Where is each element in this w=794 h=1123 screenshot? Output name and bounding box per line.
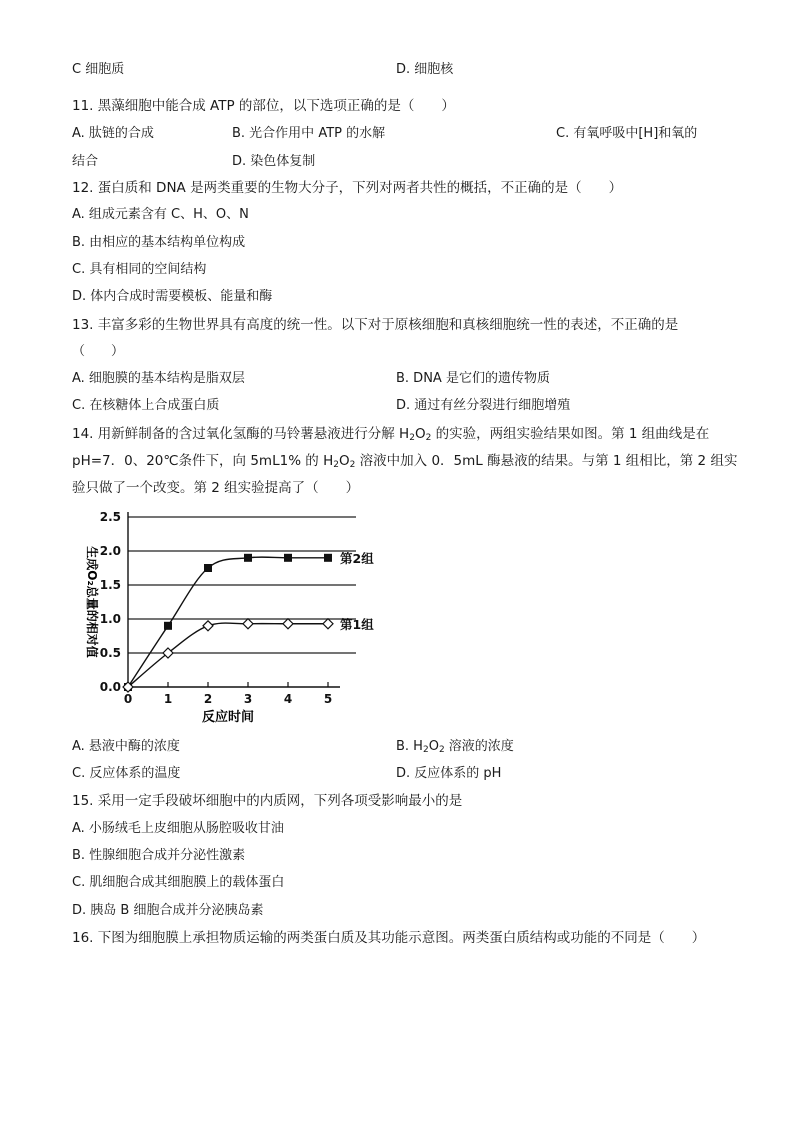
question-13-stem: 13. 丰富多彩的生物世界具有高度的统一性。以下对于原核细胞和真核细胞统一性的表述，不正确的是 xyxy=(72,317,679,333)
option-d-prev: D. 细胞核 xyxy=(396,62,454,77)
y-tick-label: 1.0 xyxy=(99,612,121,626)
x-tick-label: 0 xyxy=(123,692,133,706)
data-point-square xyxy=(204,564,212,572)
x-tick-label: 2 xyxy=(203,692,213,706)
data-point-diamond xyxy=(243,619,253,629)
chart-curves xyxy=(128,557,328,687)
chart-x-label: 反应时间 xyxy=(201,710,255,725)
chart-y-label: 生成O₂总量的相对值 xyxy=(85,546,99,658)
x-tick-label: 4 xyxy=(283,692,293,706)
y-tick-label: 1.5 xyxy=(99,578,121,592)
q13-option-b: B. DNA 是它们的遗传物质 xyxy=(396,371,550,386)
x-tick-label: 5 xyxy=(323,692,333,706)
data-point-diamond xyxy=(283,619,293,629)
q12-option-c: C. 具有相同的空间结构 xyxy=(72,262,207,277)
y-tick-label: 0.0 xyxy=(99,680,121,694)
q14-option-d: D. 反应体系的 pH xyxy=(396,766,502,781)
data-point-square xyxy=(324,554,332,562)
question-12-stem: 12. 蛋白质和 DNA 是两类重要的生物大分子，下列对两者共性的概括，不正确的是（ ） xyxy=(72,180,623,196)
q14-option-a: A. 悬液中酶的浓度 xyxy=(72,739,180,754)
x-tick-label: 3 xyxy=(243,692,253,706)
series-line-1 xyxy=(128,557,328,687)
series-label: 第1组 xyxy=(340,616,374,632)
series-label: 第2组 xyxy=(340,550,374,566)
x-tick-label: 1 xyxy=(163,692,173,706)
data-point-diamond xyxy=(323,619,333,629)
data-point-square xyxy=(284,554,292,562)
data-point-diamond xyxy=(203,621,213,631)
y-tick-label: 2.0 xyxy=(99,544,121,558)
data-point-square xyxy=(244,554,252,562)
q12-option-b: B. 由相应的基本结构单位构成 xyxy=(72,235,246,250)
q12-option-a: A. 组成元素含有 C、H、O、N xyxy=(72,207,249,222)
question-13-stem-cont: （ ） xyxy=(72,344,125,359)
o2-production-chart xyxy=(70,502,380,734)
q15-option-d: D. 胰岛 B 细胞合成并分泌胰岛素 xyxy=(72,903,264,918)
y-tick-label: 0.5 xyxy=(99,646,121,660)
q14-option-c: C. 反应体系的温度 xyxy=(72,766,181,781)
q11-option-c: C. 有氧呼吸中[H]和氧的 xyxy=(556,126,698,141)
q13-option-c: C. 在核糖体上合成蛋白质 xyxy=(72,398,220,413)
q11-option-b: B. 光合作用中 ATP 的水解 xyxy=(232,126,386,141)
q11-option-a: A. 肽链的合成 xyxy=(72,126,154,141)
question-15-stem: 15. 采用一定手段破坏细胞中的内质网，下列各项受影响最小的是 xyxy=(72,793,463,809)
q14-option-b: B. $H_2O_2$ 溶液的浓度 xyxy=(396,739,514,755)
question-14-line3: 验只做了一个改变。第 2 组实验提高了（ ） xyxy=(72,480,360,496)
q12-option-d: D. 体内合成时需要模板、能量和酶 xyxy=(72,289,273,304)
question-16-stem: 16. 下图为细胞膜上承担物质运输的两类蛋白质及其功能示意图。两类蛋白质结构或功能的不同是（ ） xyxy=(72,930,706,946)
q15-option-b: B. 性腺细胞合成并分泌性激素 xyxy=(72,848,246,863)
chart-axes xyxy=(128,512,340,687)
q11-option-c-cont: 结合 xyxy=(72,154,99,169)
chart-series-labels xyxy=(340,551,374,632)
question-14-line1: 14. 用新鲜制备的含过氧化氢酶的马铃薯悬液进行分解 $H_2O_2$ 的实验，两组实验结果如图。第 1 组曲线是在 xyxy=(72,426,710,443)
series-line-2 xyxy=(128,623,328,687)
q13-option-a: A. 细胞膜的基本结构是脂双层 xyxy=(72,371,245,386)
q11-option-d: D. 染色体复制 xyxy=(232,154,316,169)
q15-option-c: C. 肌细胞合成其细胞膜上的载体蛋白 xyxy=(72,875,285,890)
question-11-stem: 11. 黑藻细胞中能合成 ATP 的部位，以下选项正确的是（ ） xyxy=(72,98,455,114)
q13-option-d: D. 通过有丝分裂进行细胞增殖 xyxy=(396,398,571,413)
question-14-line2: pH=7．0、20℃条件下，向 5mL1% 的 $H_2O_2$ 溶液中加入 0．5mL 酶悬液的结果。与第 1 组相比，第 2 组实 xyxy=(72,453,738,470)
option-c-prev: C 细胞质 xyxy=(72,62,125,77)
chart-grid xyxy=(128,517,356,653)
data-point-square xyxy=(164,622,172,630)
y-tick-label: 2.5 xyxy=(99,510,121,524)
q15-option-a: A. 小肠绒毛上皮细胞从肠腔吸收甘油 xyxy=(72,821,284,836)
